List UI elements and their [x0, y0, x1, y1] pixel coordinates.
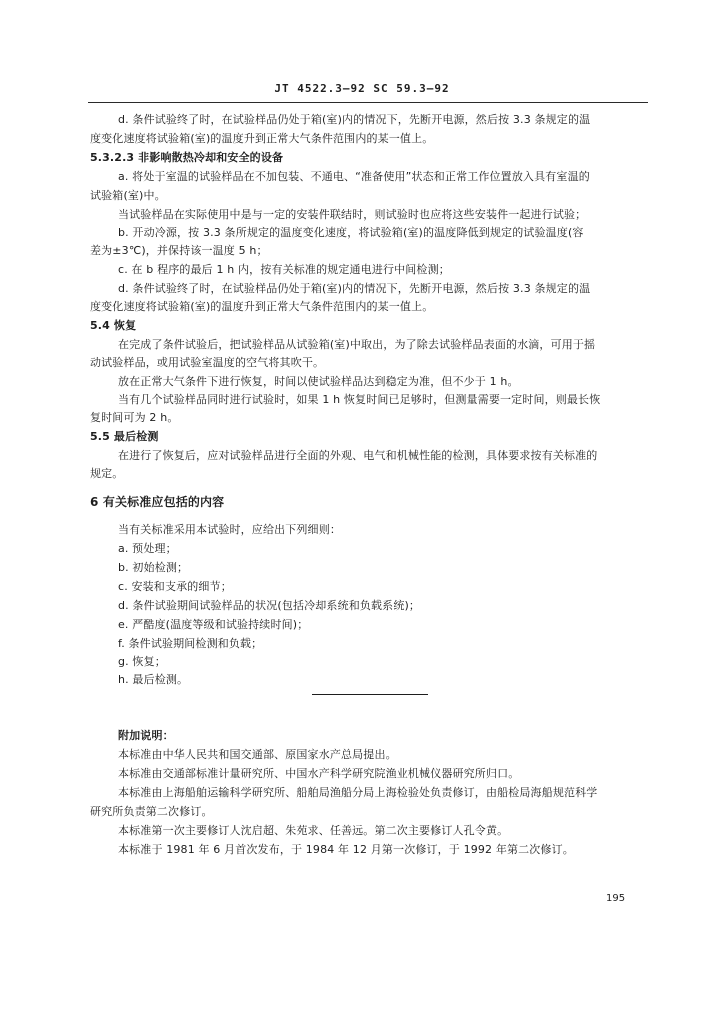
notes-line: 本标准由上海船舶运输科学研究所、船舶局渔船分局上海检验处负责修订，由船检局海船规范科学: [118, 786, 598, 799]
text-line: a. 将处于室温的试验样品在不加包装、不通电、“准备使用”状态和正常工作位置放入具有室温的: [118, 170, 590, 183]
notes-line: 本标准由中华人民共和国交通部、原国家水产总局提出。: [118, 748, 397, 761]
standard-code-header: JT 4522.3—92 SC 59.3—92: [274, 82, 450, 95]
list-item: f. 条件试验期间检测和负载；: [118, 637, 263, 650]
text-line: 在进行了恢复后，应对试验样品进行全面的外观、电气和机械性能的检测，具体要求按有关标准的: [118, 449, 598, 462]
page-number: 195: [606, 893, 626, 904]
list-item: g. 恢复；: [118, 655, 166, 668]
notes-line: 本标准由交通部标准计量研究所、中国水产科学研究院渔业机械仪器研究所归口。: [118, 767, 520, 780]
text-line: 差为±3℃)，并保持该一温度 5 h；: [90, 244, 268, 257]
section-heading: 5.5 最后检测: [90, 430, 159, 443]
text-line: 当试验样品在实际使用中是与一定的安装件联结时，则试验时也应将这些安装件一起进行试验；: [118, 208, 587, 221]
text-line: 度变化速度将试验箱(室)的温度升到正常大气条件范围内的某一值上。: [90, 300, 434, 313]
text-line: d. 条件试验终了时，在试验样品仍处于箱(室)内的情况下，先断开电源，然后按 3.3 条规定的温: [118, 282, 591, 295]
text-line: 当有关标准采用本试验时，应给出下列细则：: [118, 523, 341, 536]
section-heading: 5.3.2.3 非影响散热冷却和安全的设备: [90, 151, 284, 164]
text-line: 动试验样品，或用试验室温度的空气将其吹干。: [90, 356, 325, 369]
text-line: 在完成了条件试验后，把试验样品从试验箱(室)中取出，为了除去试验样品表面的水滴，可用于摇: [118, 338, 596, 351]
list-item: e. 严酷度(温度等级和试验持续时间)；: [118, 618, 309, 631]
notes-title: 附加说明：: [118, 729, 174, 742]
text-line: 复时间可为 2 h。: [90, 411, 179, 424]
text-line: c. 在 b 程序的最后 1 h 内，按有关标准的规定通电进行中间检测；: [118, 263, 450, 276]
notes-line: 研究所负责第二次修订。: [90, 805, 213, 818]
list-item: d. 条件试验期间试验样品的状况(包括冷却系统和负载系统)；: [118, 599, 421, 612]
text-line: 放在正常大气条件下进行恢复，时间以使试验样品达到稳定为准，但不少于 1 h。: [118, 375, 519, 388]
chapter-heading: 6 有关标准应包括的内容: [90, 495, 225, 509]
notes-line: 本标准于 1981 年 6 月首次发布，于 1984 年 12 月第一次修订，于 1992 年第二次修订。: [118, 843, 574, 856]
text-line: d. 条件试验终了时，在试验样品仍处于箱(室)内的情况下，先断开电源，然后按 3.3 条规定的温: [118, 113, 591, 126]
text-line: 度变化速度将试验箱(室)的温度升到正常大气条件范围内的某一值上。: [90, 132, 434, 145]
header-rule: [88, 102, 648, 103]
list-item: a. 预处理；: [118, 542, 177, 555]
text-line: 规定。: [90, 467, 124, 480]
section-heading: 5.4 恢复: [90, 319, 137, 332]
text-line: 试验箱(室)中。: [90, 189, 166, 202]
text-line: 当有几个试验样品同时进行试验时，如果 1 h 恢复时间已足够时，但测量需要一定时间，则最长恢: [118, 393, 601, 406]
text-line: b. 开动冷源，按 3.3 条所规定的温度变化速度，将试验箱(室)的温度降低到规定的试验温度(容: [118, 226, 584, 239]
list-item: b. 初始检测；: [118, 561, 189, 574]
notes-line: 本标准第一次主要修订人沈启超、朱苑求、任善远。第二次主要修订人孔令黄。: [118, 824, 509, 837]
section-separator: [312, 694, 428, 695]
list-item: c. 安装和支承的细节；: [118, 580, 232, 593]
list-item: h. 最后检测。: [118, 673, 189, 686]
